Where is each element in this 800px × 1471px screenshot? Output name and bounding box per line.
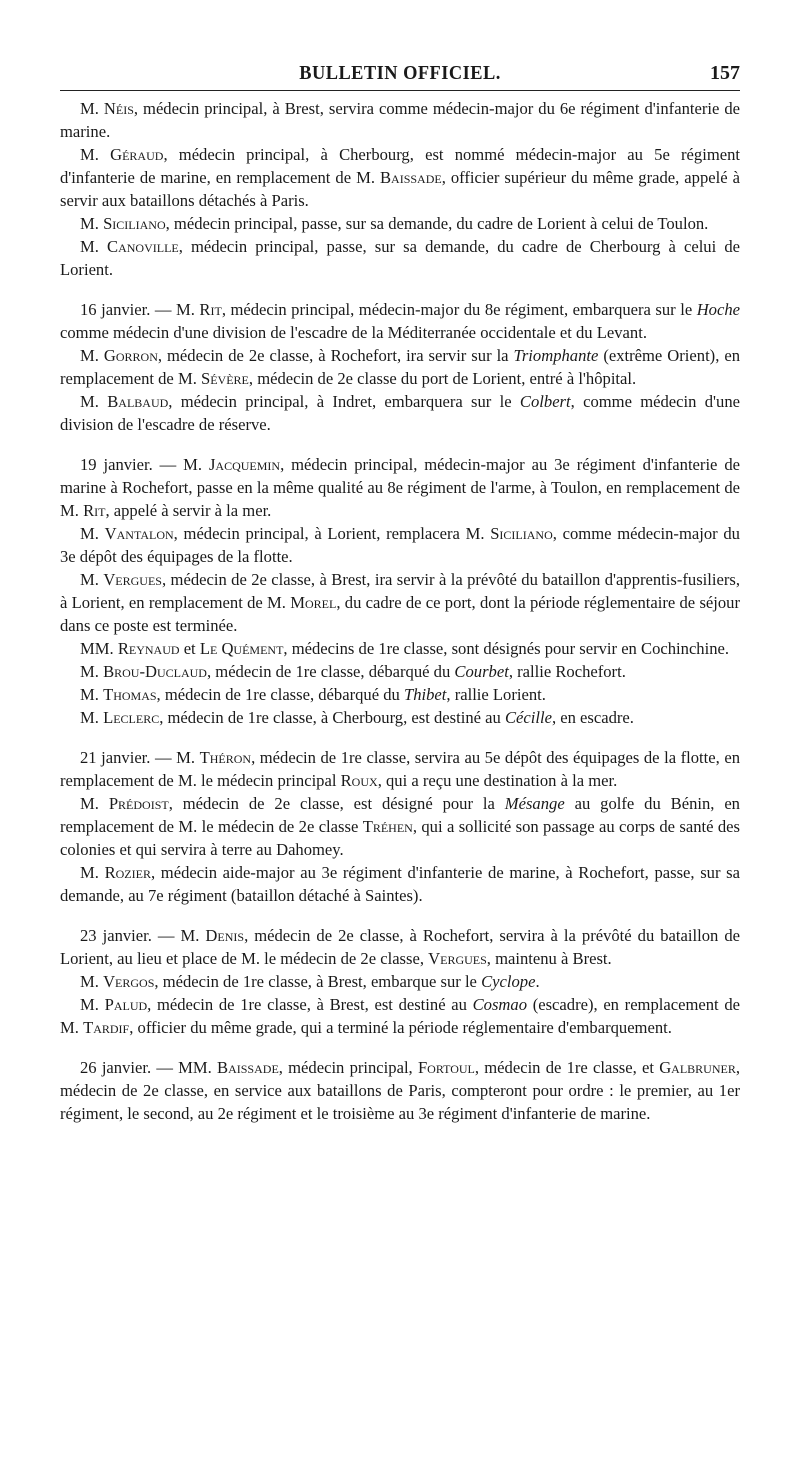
text-run: , officier supérieur du même grade, appelé à servir aux bataillons détachés à Paris. bbox=[60, 168, 740, 210]
text-run: , médecin de 1re classe, débarqué du bbox=[206, 662, 455, 681]
text-run: , médecin de 1re classe, à Brest, embarque sur le bbox=[154, 972, 482, 991]
person-name: Reynaud bbox=[117, 639, 180, 658]
person-name: Roux bbox=[340, 771, 378, 790]
text-run: , médecins de 1re classe, sont désignés pour servir en Cochinchine. bbox=[283, 639, 730, 658]
entry-paragraph bbox=[60, 143, 740, 212]
text-run: M. bbox=[80, 237, 108, 256]
text-run: M. bbox=[80, 794, 109, 813]
text-run: , comme médecin d'une division de l'escadre de réserve. bbox=[60, 392, 740, 434]
document-page bbox=[60, 50, 740, 1125]
person-name: Théron bbox=[199, 748, 252, 767]
person-name: Siciliano bbox=[490, 524, 553, 543]
person-name: Rit bbox=[83, 501, 106, 520]
person-name: Vergos bbox=[103, 972, 155, 991]
person-name: Gorron bbox=[103, 346, 158, 365]
page-number: 157 bbox=[710, 62, 740, 84]
text-run: , appelé à servir à la mer. bbox=[105, 501, 272, 520]
dated-entry-paragraph bbox=[60, 746, 740, 792]
text-run: , médecin de 2e classe, à Rochefort, servira à la prévôté du bataillon de Lorient, au lieu et place de M. le médecin de 2e classe, bbox=[60, 926, 740, 968]
ship-name: Cécille bbox=[504, 708, 552, 727]
entry-paragraph bbox=[60, 970, 740, 993]
entry-paragraph bbox=[60, 390, 740, 436]
dated-entry-paragraph bbox=[60, 298, 740, 344]
text-run: M. bbox=[80, 214, 104, 233]
person-name: Tréhen bbox=[362, 817, 413, 836]
text-run: M. bbox=[80, 685, 104, 704]
text-run: 21 janvier. — M. bbox=[80, 748, 200, 767]
person-name: Vergues bbox=[103, 570, 162, 589]
text-run: M. bbox=[80, 99, 104, 118]
text-run: M. bbox=[80, 570, 104, 589]
text-run: , médecin de 2e classe, est désigné pour la bbox=[168, 794, 505, 813]
entry-paragraph bbox=[60, 235, 740, 281]
entry-paragraph bbox=[60, 706, 740, 729]
text-run: , médecin de 1re classe, et bbox=[474, 1058, 660, 1077]
text-run: 16 janvier. — M. bbox=[80, 300, 200, 319]
text-run: , qui a reçu une destination à la mer. bbox=[377, 771, 618, 790]
ship-name: Cyclope bbox=[481, 972, 536, 991]
text-run: , médecin principal, à Brest, servira comme médecin-major du 6e régiment d'infanterie de marine. bbox=[60, 99, 740, 141]
entry-paragraph bbox=[60, 660, 740, 683]
ship-name: Hoche bbox=[696, 300, 740, 319]
dated-entry-paragraph bbox=[60, 924, 740, 970]
person-name: Palud bbox=[104, 995, 148, 1014]
person-name: Canoville bbox=[107, 237, 179, 256]
ship-name: Cosmao bbox=[472, 995, 528, 1014]
text-run: , médecin principal, passe, sur sa demande, du cadre de Lorient à celui de Toulon. bbox=[165, 214, 709, 233]
person-name: Géraud bbox=[110, 145, 164, 164]
entry-paragraph bbox=[60, 344, 740, 390]
text-run: , médecin principal, médecin-major au 3e régiment d'infanterie de marine à Rochefort, passe en la même qualité au 8e régiment de l'arme, à Toulon, en remplacement de M. bbox=[60, 455, 740, 520]
text-run: , du cadre de ce port, dont la période réglementaire de séjour dans ce poste est terminée. bbox=[60, 593, 740, 635]
entry-paragraph bbox=[60, 683, 740, 706]
person-name: Rozier bbox=[104, 863, 151, 882]
entry-paragraph bbox=[60, 522, 740, 568]
text-run: , médecin de 2e classe, en service aux bataillons de Paris, compteront pour ordre : le premier, au 1er régiment, le second, au 2e régiment et le troisième au 3e régiment d'infanterie de marine. bbox=[60, 1058, 740, 1123]
document-body bbox=[60, 97, 740, 1125]
person-name: Siciliano bbox=[103, 214, 166, 233]
text-run: , médecin de 2e classe, à Brest, ira servir à la prévôté du bataillon d'apprentis-fusiliers, à Lorient, en remplacement de M. bbox=[60, 570, 740, 612]
entry-paragraph bbox=[60, 861, 740, 907]
ship-name: Triomphante bbox=[513, 346, 599, 365]
text-run: M. bbox=[80, 145, 111, 164]
person-name: Baissade bbox=[217, 1058, 279, 1077]
text-run: , médecin principal, passe, sur sa demande, du cadre de Cherbourg à celui de Lorient. bbox=[60, 237, 740, 279]
person-name: Tardif bbox=[83, 1018, 130, 1037]
person-name: Jacquemin bbox=[208, 455, 281, 474]
text-run: , en escadre. bbox=[551, 708, 634, 727]
page-header bbox=[60, 50, 740, 91]
text-run: , médecin de 1re classe, servira au 5e dépôt des équipages de la flotte, en remplacement de M. le médecin principal bbox=[60, 748, 740, 790]
text-run: , médecin aide-major au 3e régiment d'infanterie de marine, à Rochefort, passe, sur sa demande, au 7e régiment (bataillon détaché à Saintes). bbox=[60, 863, 740, 905]
ship-name: Thibet bbox=[403, 685, 447, 704]
text-run: , médecin principal, à Lorient, remplacera M. bbox=[173, 524, 491, 543]
entry-paragraph bbox=[60, 212, 740, 235]
dated-entry-paragraph bbox=[60, 453, 740, 522]
entry-paragraph bbox=[60, 637, 740, 660]
text-run: au golfe du Bénin, en remplacement de M. le médecin de 2e classe bbox=[60, 794, 740, 836]
text-run: M. bbox=[80, 524, 105, 543]
ship-name: Courbet bbox=[454, 662, 509, 681]
text-run: , médecin principal, médecin-major du 8e régiment, embarquera sur le bbox=[221, 300, 697, 319]
person-name: Rit bbox=[199, 300, 222, 319]
person-name: Galbruner bbox=[659, 1058, 736, 1077]
text-run: , médecin principal, à Indret, embarquera sur le bbox=[168, 392, 520, 411]
text-run: , médecin principal, bbox=[278, 1058, 418, 1077]
text-run: comme médecin d'une division de l'escadre de la Méditerranée occidentale et du Levant. bbox=[60, 323, 647, 342]
entry-paragraph bbox=[60, 97, 740, 143]
person-name: Sévère bbox=[201, 369, 249, 388]
person-name: Vergues bbox=[428, 949, 487, 968]
person-name: Fortoul bbox=[417, 1058, 475, 1077]
person-name: Vantalon bbox=[104, 524, 174, 543]
text-run: , médecin de 2e classe du port de Lorient, entré à l'hôpital. bbox=[248, 369, 637, 388]
text-run: , rallie Lorient. bbox=[446, 685, 546, 704]
person-name: Denis bbox=[205, 926, 245, 945]
text-run: (escadre), en remplacement de M. bbox=[60, 995, 740, 1037]
ship-name: Mésange bbox=[504, 794, 565, 813]
person-name: Leclerc bbox=[103, 708, 160, 727]
text-run: , officier du même grade, qui a terminé la période réglementaire d'embarquement. bbox=[129, 1018, 672, 1037]
text-run: (extrême Orient), en remplacement de M. bbox=[60, 346, 740, 388]
dated-entry-paragraph bbox=[60, 1056, 740, 1125]
person-name: Baissade bbox=[379, 168, 442, 187]
text-run: MM. bbox=[80, 639, 118, 658]
person-name: Morel bbox=[290, 593, 337, 612]
entry-paragraph bbox=[60, 568, 740, 637]
entry-paragraph bbox=[60, 792, 740, 861]
text-run: M. bbox=[80, 708, 104, 727]
text-run: , médecin de 1re classe, débarqué du bbox=[156, 685, 404, 704]
text-run: , médecin de 1re classe, à Brest, est destiné au bbox=[147, 995, 473, 1014]
text-run: , médecin de 2e classe, à Rochefort, ira servir sur la bbox=[157, 346, 514, 365]
person-name: Balbaud bbox=[107, 392, 169, 411]
text-run: , médecin principal, à Cherbourg, est nommé médecin-major au 5e régiment d'infanterie de marine, en remplacement de M. bbox=[60, 145, 740, 187]
person-name: Prédoist bbox=[108, 794, 169, 813]
person-name: Thomas bbox=[103, 685, 157, 704]
bulletin-title: BULLETIN OFFICIEL. bbox=[299, 62, 501, 84]
text-run: , médecin de 1re classe, à Cherbourg, est destiné au bbox=[159, 708, 505, 727]
text-run: et bbox=[179, 639, 200, 658]
text-run: M. bbox=[80, 863, 105, 882]
text-run: . bbox=[535, 972, 540, 991]
text-run: , maintenu à Brest. bbox=[486, 949, 612, 968]
text-run: 19 janvier. — M. bbox=[80, 455, 209, 474]
text-run: , qui a sollicité son passage au corps de santé des colonies et qui servira à terre au Dahomey. bbox=[60, 817, 741, 859]
entry-paragraph bbox=[60, 993, 740, 1039]
text-run: , comme médecin-major du 3e dépôt des équipages de la flotte. bbox=[60, 524, 740, 566]
text-run: M. bbox=[80, 995, 105, 1014]
text-run: M. bbox=[80, 392, 108, 411]
text-run: M. bbox=[80, 972, 104, 991]
person-name: Le Quément bbox=[199, 639, 284, 658]
text-run: M. bbox=[80, 346, 104, 365]
text-run: , rallie Rochefort. bbox=[508, 662, 626, 681]
text-run: 26 janvier. — MM. bbox=[80, 1058, 218, 1077]
text-run: M. bbox=[80, 662, 104, 681]
person-name: Néis bbox=[103, 99, 134, 118]
ship-name: Colbert bbox=[519, 392, 571, 411]
person-name: Brou-Duclaud bbox=[103, 662, 207, 681]
text-run: 23 janvier. — M. bbox=[80, 926, 206, 945]
